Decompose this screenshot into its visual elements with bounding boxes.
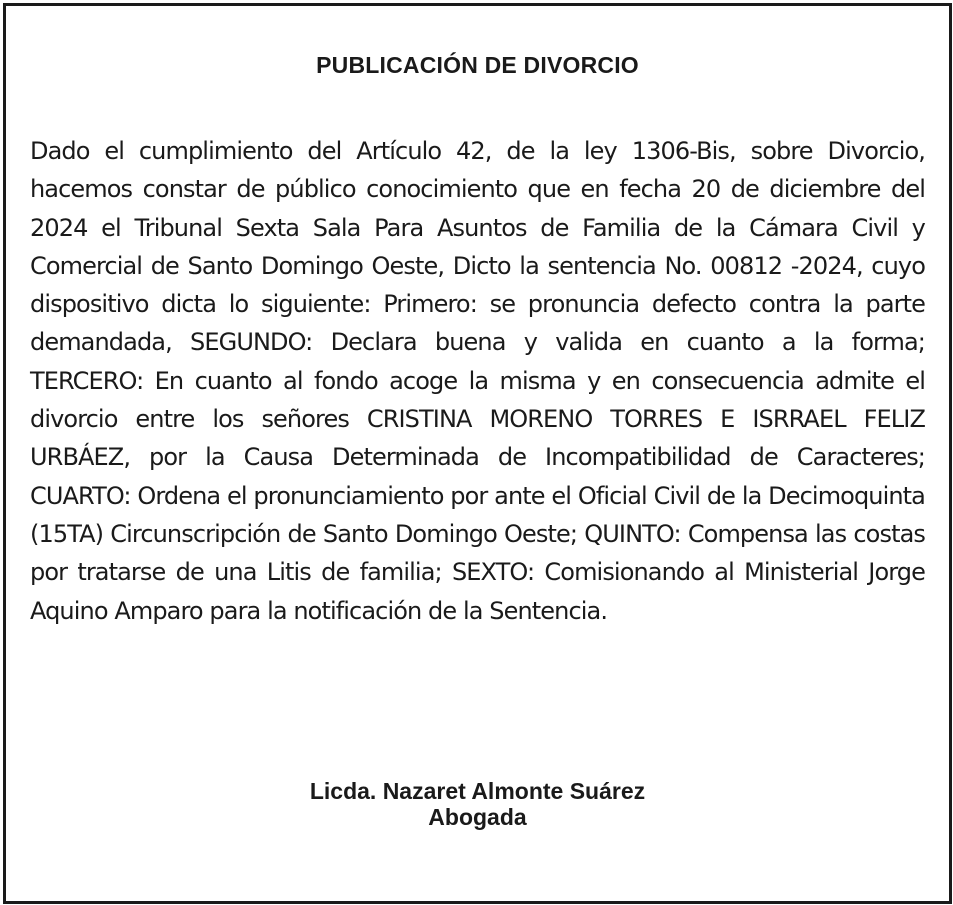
notice-title: PUBLICACIÓN DE DIVORCIO xyxy=(316,52,639,78)
notice-body: Dado el cumplimiento del Artículo 42, de la ley 1306-Bis, sobre Divorcio, hacemos constar de público conocimiento que en fecha 20 de diciembre del 2024 el Tribunal Sexta Sala Para Asuntos de Familia de la Cámara Civil y Comercial de Santo Domingo Oeste, Dicto la sentencia No. 00812 -2024, cuyo dispositivo dicta lo siguiente: Primero: se pronuncia defecto contra la parte demandada, SEGUNDO: Declara buena y valida en cuanto a la forma; TERCERO: En cuanto al fondo acoge la misma y en consecuencia admite el divorcio entre los señores CRISTINA MORENO TORRES E ISRRAEL FELIZ URBÁEZ, por la Causa Determinada de Incompatibilidad de Caracteres; CUARTO: Ordena el pronunciamiento por ante el Oficial Civil de la Decimoquinta (15TA) Circunscripción de Santo Domingo Oeste; QUINTO: Compensa las costas por tratarse de una Litis de familia; SEXTO: Comisionando al Ministerial Jorge Aquino Amparo para la notificación de la Sentencia. xyxy=(30,137,925,625)
signatory-role: Abogada xyxy=(428,804,527,830)
signatory-name: Licda. Nazaret Almonte Suárez xyxy=(309,778,646,804)
divorce-notice xyxy=(3,3,952,904)
signature-block xyxy=(6,778,949,830)
